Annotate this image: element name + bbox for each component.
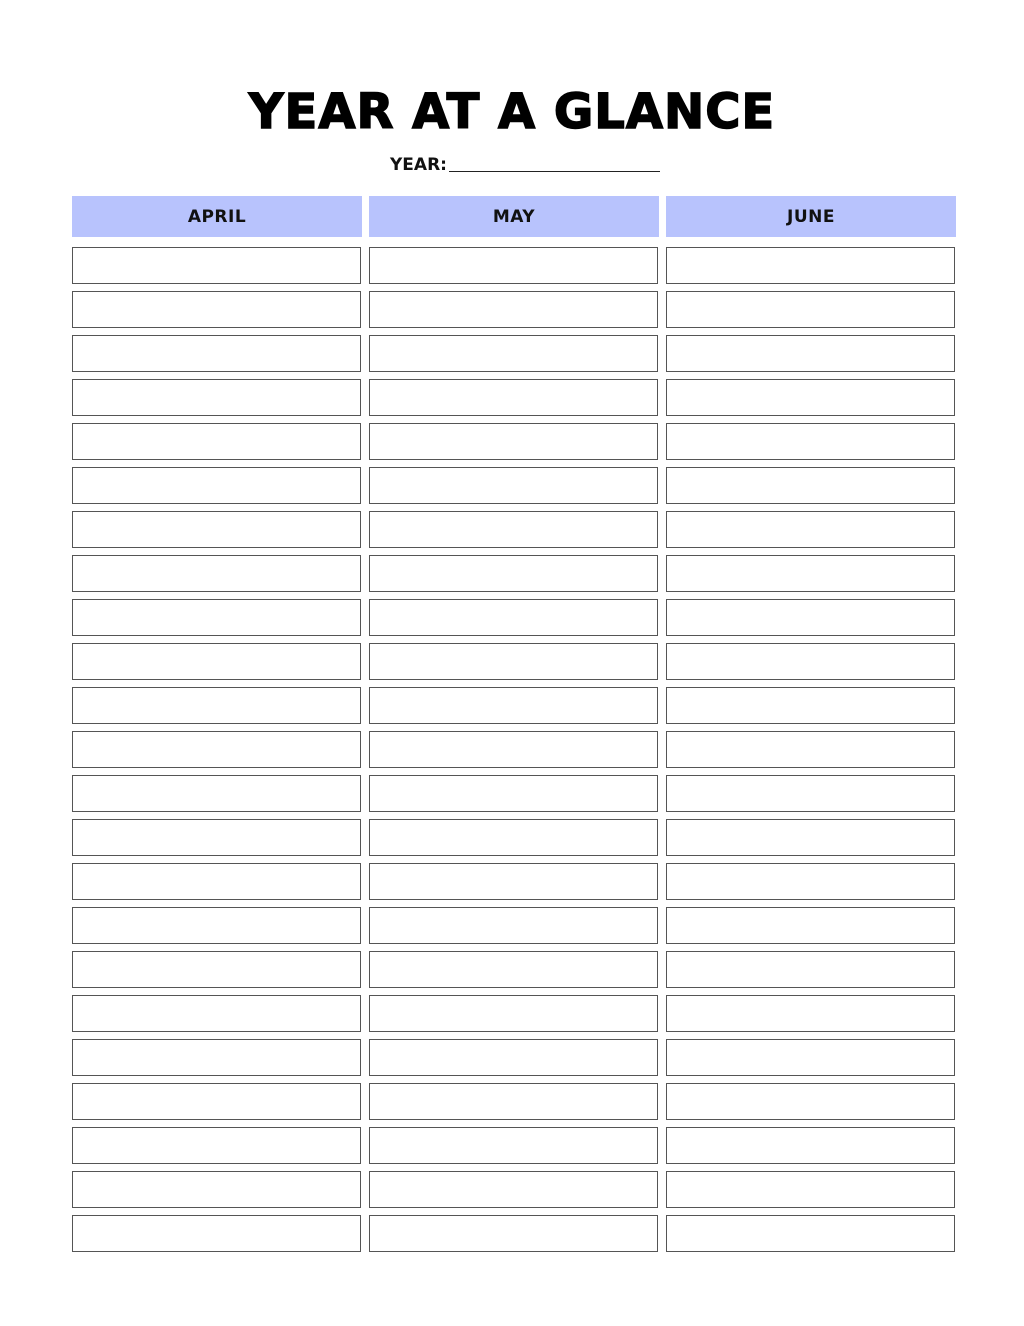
year-field (390, 152, 660, 176)
entry-box[interactable] (72, 1127, 361, 1164)
entry-box[interactable] (666, 423, 955, 460)
entry-box[interactable] (369, 1171, 658, 1208)
entry-box[interactable] (72, 247, 361, 284)
entry-box[interactable] (369, 775, 658, 812)
entry-box[interactable] (666, 819, 955, 856)
entry-box[interactable] (72, 1171, 361, 1208)
entry-box[interactable] (666, 1039, 955, 1076)
entry-box[interactable] (72, 1215, 361, 1252)
entry-box[interactable] (666, 335, 955, 372)
entry-box[interactable] (369, 1215, 658, 1252)
entry-box[interactable] (72, 1039, 361, 1076)
entry-box[interactable] (72, 643, 361, 680)
entry-box[interactable] (666, 599, 955, 636)
month-column-june (666, 196, 956, 237)
entry-box[interactable] (369, 1083, 658, 1120)
entry-box[interactable] (369, 643, 658, 680)
entry-box[interactable] (72, 995, 361, 1032)
year-input-line[interactable] (449, 171, 660, 172)
entry-box[interactable] (666, 863, 955, 900)
entry-box[interactable] (369, 951, 658, 988)
entry-box[interactable] (72, 687, 361, 724)
entry-box[interactable] (666, 907, 955, 944)
entry-box[interactable] (666, 643, 955, 680)
month-column-april (72, 196, 362, 237)
entry-box[interactable] (666, 687, 955, 724)
entry-box[interactable] (72, 423, 361, 460)
page-title: YEAR AT A GLANCE (248, 84, 776, 140)
entry-box[interactable] (72, 907, 361, 944)
entry-box[interactable] (369, 1039, 658, 1076)
entry-box[interactable] (369, 907, 658, 944)
entry-box[interactable] (72, 819, 361, 856)
entry-box[interactable] (369, 335, 658, 372)
entry-box[interactable] (369, 1127, 658, 1164)
entry-box[interactable] (72, 775, 361, 812)
entry-box[interactable] (369, 731, 658, 768)
entry-box[interactable] (666, 731, 955, 768)
entry-box[interactable] (369, 995, 658, 1032)
entry-box[interactable] (72, 731, 361, 768)
entry-box[interactable] (666, 995, 955, 1032)
entry-box[interactable] (72, 511, 361, 548)
month-header: APRIL (72, 196, 362, 237)
entry-box[interactable] (72, 335, 361, 372)
entry-box[interactable] (666, 775, 955, 812)
entry-box[interactable] (666, 467, 955, 504)
entry-box[interactable] (369, 819, 658, 856)
month-header: JUNE (666, 196, 956, 237)
entry-box[interactable] (369, 599, 658, 636)
entry-box[interactable] (666, 1215, 955, 1252)
entry-box[interactable] (666, 1171, 955, 1208)
entry-box[interactable] (666, 379, 955, 416)
entry-box[interactable] (72, 291, 361, 328)
entry-box[interactable] (369, 863, 658, 900)
entry-box[interactable] (72, 555, 361, 592)
entry-box[interactable] (666, 1127, 955, 1164)
entry-box[interactable] (72, 467, 361, 504)
entry-box[interactable] (369, 291, 658, 328)
entry-box[interactable] (72, 863, 361, 900)
entry-box[interactable] (666, 951, 955, 988)
entry-box[interactable] (369, 687, 658, 724)
entry-box[interactable] (369, 555, 658, 592)
month-column-may (369, 196, 659, 237)
entry-box[interactable] (666, 247, 955, 284)
entry-box[interactable] (666, 1083, 955, 1120)
entry-box[interactable] (72, 379, 361, 416)
entry-box[interactable] (72, 951, 361, 988)
entry-box[interactable] (72, 1083, 361, 1120)
entry-box[interactable] (369, 247, 658, 284)
entry-box[interactable] (72, 599, 361, 636)
year-label: YEAR: (390, 155, 447, 175)
entry-box[interactable] (666, 555, 955, 592)
month-header: MAY (369, 196, 659, 237)
entry-box[interactable] (666, 511, 955, 548)
entry-box[interactable] (369, 379, 658, 416)
entry-box[interactable] (369, 511, 658, 548)
entry-box[interactable] (666, 291, 955, 328)
entry-box[interactable] (369, 423, 658, 460)
entry-box[interactable] (369, 467, 658, 504)
